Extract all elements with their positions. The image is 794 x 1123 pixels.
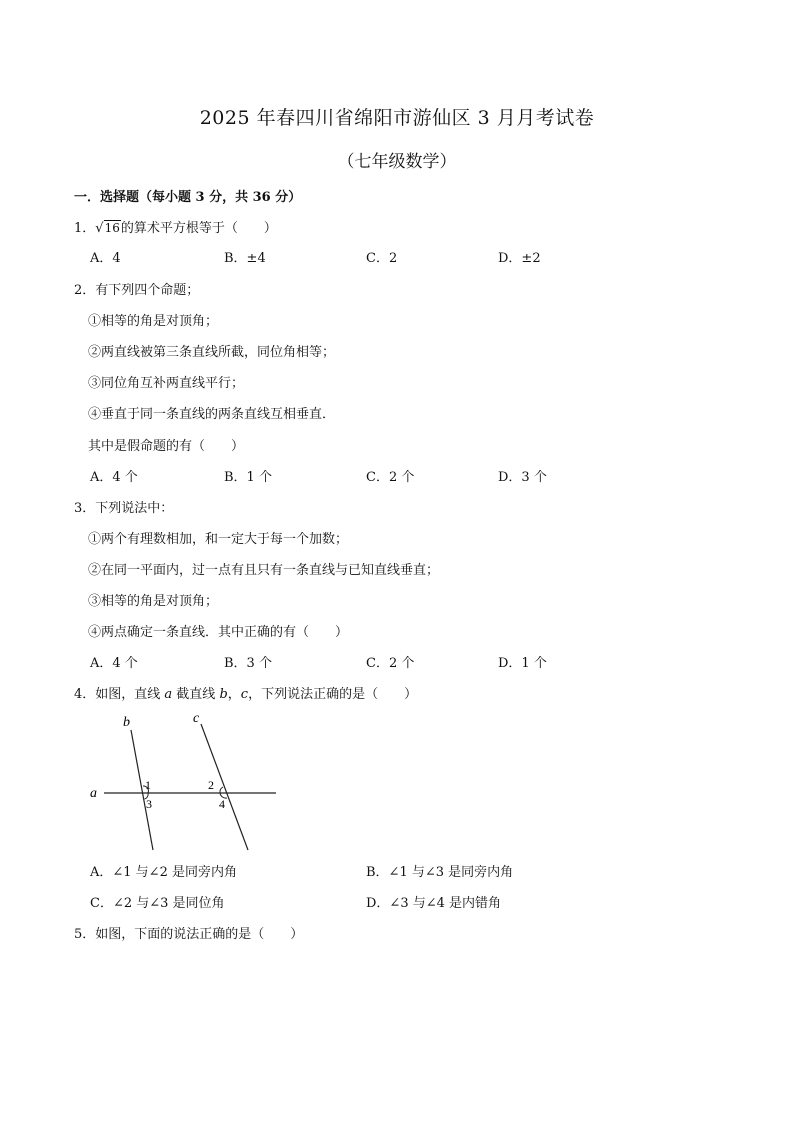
- q2-statement-3: ③同位角互补两直线平行；: [88, 376, 245, 391]
- q3-statement-4: ④两点确定一条直线．其中正确的有（ ）: [88, 625, 349, 640]
- q1-option-a[interactable]: A．4: [90, 251, 121, 266]
- question-2-stem: 2．有下列四个命题；: [74, 283, 200, 298]
- question-4-stem: [74, 686, 417, 704]
- q2-statement-2: ②两直线被第三条直线所截，同位角相等；: [88, 345, 336, 360]
- angle-4-label: 4: [219, 797, 225, 811]
- q4-figure: [80, 708, 290, 858]
- stem-text: ，下列说法正确的是（ ）: [248, 687, 418, 702]
- q4-option-b[interactable]: B．∠1 与∠3 是同旁内角: [366, 865, 514, 880]
- label-c: c: [193, 711, 200, 726]
- q1-option-b[interactable]: B．±4: [224, 251, 266, 266]
- question-5-stem: 5．如图，下面的说法正确的是（ ）: [74, 927, 304, 942]
- question-text: 的算术平方根等于（ ）: [120, 221, 277, 236]
- question-1: [74, 219, 277, 238]
- square-root-expression: [95, 219, 121, 238]
- q1-option-d[interactable]: D．±2: [498, 251, 541, 266]
- q3-option-b[interactable]: B．3 个: [224, 656, 272, 671]
- q4-option-a[interactable]: A．∠1 与∠2 是同旁内角: [90, 865, 237, 880]
- q3-statement-2: ②在同一平面内，过一点有且只有一条直线与已知直线垂直；: [88, 563, 440, 578]
- q4-option-d[interactable]: D．∠3 与∠4 是内错角: [366, 896, 502, 911]
- exam-title: 2025 年春四川省绵阳市游仙区 3 月月考试卷: [199, 107, 595, 129]
- radicand: 16: [104, 221, 120, 235]
- q2-option-d[interactable]: D．3 个: [498, 470, 547, 485]
- q2-question: 其中是假命题的有（ ）: [88, 439, 245, 454]
- q2-option-b[interactable]: B．1 个: [224, 470, 272, 485]
- q3-option-c[interactable]: C．2 个: [366, 656, 415, 671]
- stem-text: ，: [227, 687, 241, 702]
- q2-option-a[interactable]: A．4 个: [90, 470, 138, 485]
- var-c: c: [240, 687, 249, 702]
- angle-3-label: 3: [146, 797, 152, 811]
- radical-sign-icon: √: [95, 221, 104, 236]
- stem-text: 截直线: [172, 687, 220, 702]
- q3-option-a[interactable]: A．4 个: [90, 656, 138, 671]
- question-number: 1．: [74, 221, 96, 236]
- angle-arc-2: [220, 787, 223, 793]
- q3-statement-1: ①两个有理数相加，和一定大于每一个加数；: [88, 532, 349, 547]
- label-b: b: [123, 715, 130, 730]
- stem-text: 4．如图，直线: [74, 687, 165, 702]
- q3-statement-3: ③相等的角是对顶角；: [88, 594, 219, 609]
- exam-subtitle: （七年级数学）: [337, 152, 457, 172]
- var-a: a: [164, 687, 173, 702]
- q3-option-d[interactable]: D．1 个: [498, 656, 547, 671]
- section-heading: 一．选择题（每小题 3 分，共 36 分）: [74, 190, 302, 205]
- var-b: b: [219, 687, 228, 702]
- q2-option-c[interactable]: C．2 个: [366, 470, 415, 485]
- question-3-stem: 3．下列说法中：: [74, 501, 174, 516]
- label-a: a: [90, 786, 97, 801]
- angle-1-label: 1: [145, 778, 151, 792]
- q1-option-c[interactable]: C．2: [366, 251, 398, 266]
- angle-2-label: 2: [208, 778, 214, 792]
- q2-statement-1: ①相等的角是对顶角；: [88, 314, 219, 329]
- q4-option-c[interactable]: C．∠2 与∠3 是同位角: [90, 896, 225, 911]
- q2-statement-4: ④垂直于同一条直线的两条直线互相垂直．: [88, 407, 336, 422]
